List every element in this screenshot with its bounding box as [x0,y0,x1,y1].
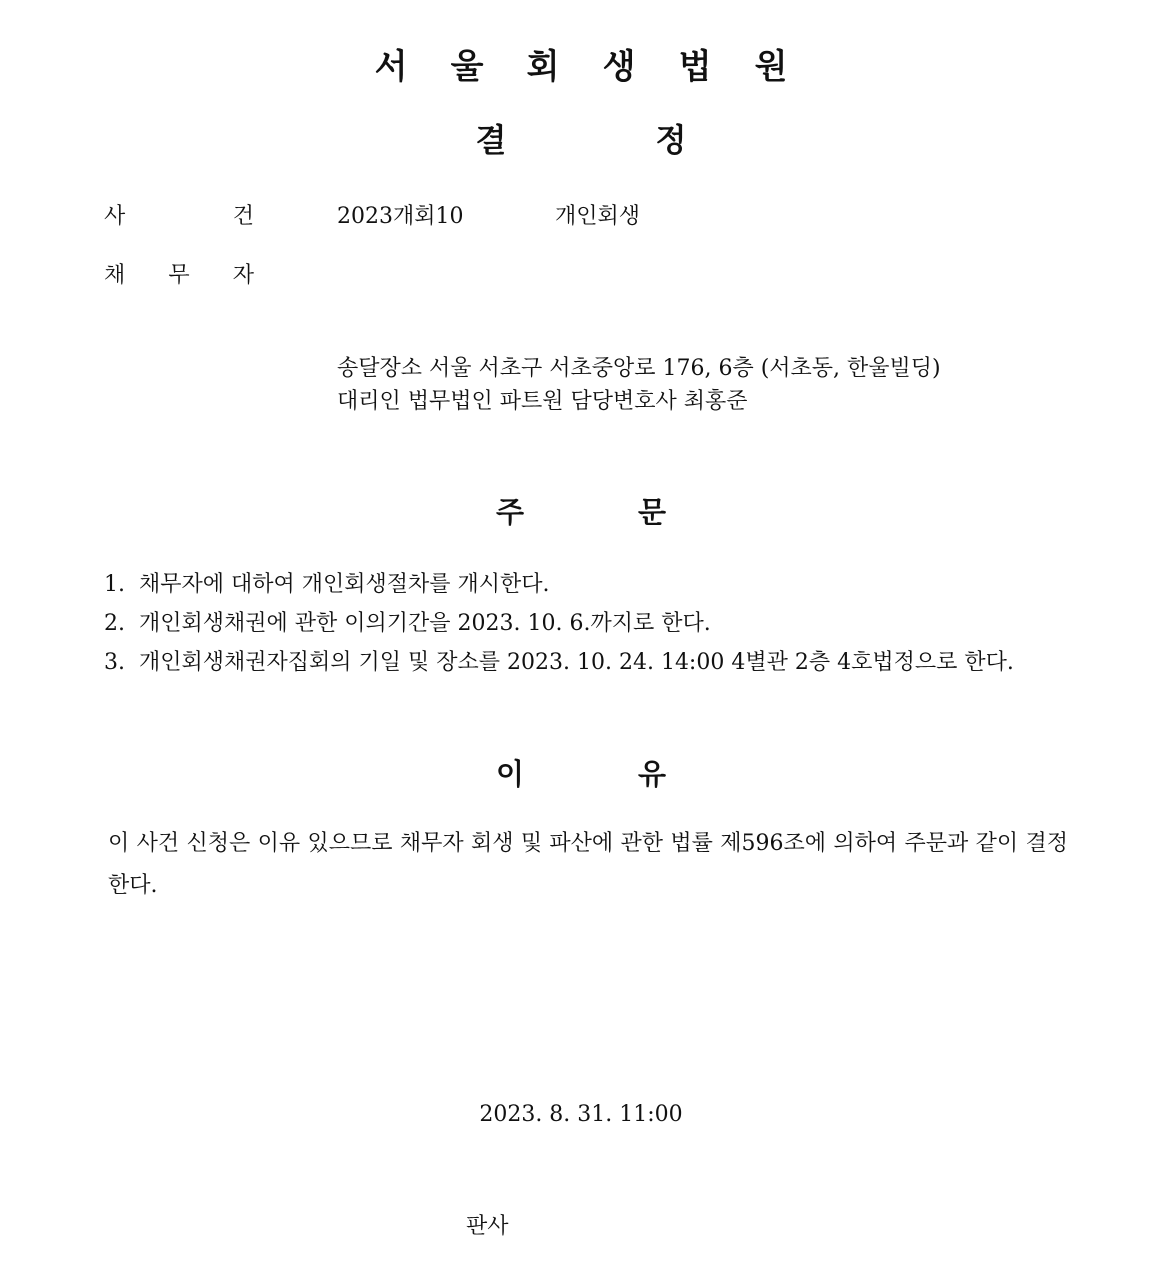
court-name-char: 울 [450,47,484,87]
document-title-char: 결 [475,121,507,159]
reason-heading-char: 유 [637,757,666,791]
debtor-label-char: 채 [104,263,126,288]
document-title-char: 정 [655,121,687,159]
order-item-text: 개인회생채권에 관한 이의기간을 2023. 10. 6.까지로 한다. [139,611,711,636]
order-item [104,604,1070,643]
court-name-char: 회 [526,47,560,87]
case-label-char: 사 [104,204,126,229]
court-name-char: 서 [374,47,408,87]
order-item-text: 채무자에 대하여 개인회생절차를 개시한다. [139,572,550,597]
court-name-char: 법 [678,47,712,87]
debtor-label-char: 자 [232,263,254,288]
case-number: 2023개회10 [337,204,464,229]
order-item-text: 개인회생채권자집회의 기일 및 장소를 2023. 10. 24. 14:00 4별관 2층 4호법정으로 한다. [139,650,1014,675]
order-item-number: 1. [104,572,125,597]
case-type: 개인회생 [555,204,641,229]
reason-heading [0,754,1162,794]
court-name-char: 생 [602,47,636,87]
order-heading-char: 주 [495,495,524,529]
order-item [104,643,1070,682]
debtor-label-char: 무 [168,263,190,288]
case-label [104,202,254,232]
order-item-number: 2. [104,611,125,636]
legal-agent: 대리인 법무법인 파트원 담당변호사 최홍준 [337,389,748,414]
court-name [0,44,1162,90]
document-title [0,118,1162,162]
order-heading [0,492,1162,532]
reason-heading-char: 이 [495,757,524,791]
order-heading-char: 문 [637,495,666,529]
service-address: 송달장소 서울 서초구 서초중앙로 176, 6층 (서초동, 한울빌딩) [337,356,941,381]
order-list [104,565,1070,682]
judge-label: 판사 [466,1214,509,1239]
case-label-char: 건 [232,204,254,229]
order-item-number: 3. [104,650,125,675]
debtor-label [104,261,254,291]
order-item [104,565,1070,604]
decision-date: 2023. 8. 31. 11:00 [479,1102,683,1127]
reason-text: 이 사건 신청은 이유 있으므로 채무자 회생 및 파산에 관한 법률 제596조에 의하여 주문과 같이 결정한다. [108,831,1068,898]
court-name-char: 원 [754,47,788,87]
